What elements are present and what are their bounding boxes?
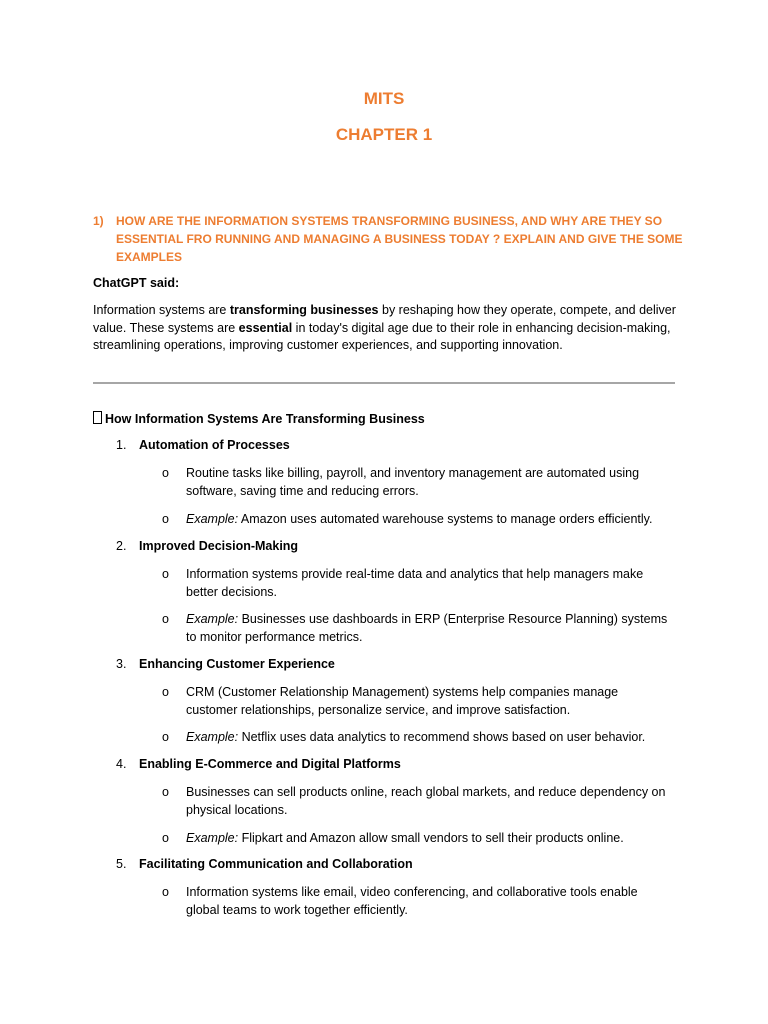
horizontal-divider (93, 382, 675, 384)
sub-bullet-example (162, 611, 672, 646)
question-line-2: ESSENTIAL FRO RUNNING AND MANAGING A BUSINESS TODAY ? EXPLAIN AND GIVE THE SOME (116, 232, 683, 246)
intro-part-3: in today's digital age due to their role in enhancing decision-making, streamlining operations, improving customer experiences, and supporting innovation. (93, 320, 671, 352)
list-item-heading (116, 438, 290, 452)
question-heading (93, 212, 683, 266)
example-label: Example: (186, 612, 239, 626)
intro-bold-2: essential (238, 320, 293, 335)
sub-bullet-text: CRM (Customer Relationship Management) systems help companies manage customer relationships, personalize service, and improve satisfaction. (186, 685, 619, 717)
sub-bullet (162, 784, 672, 819)
list-item-number: 2. (116, 539, 127, 553)
intro-paragraph (93, 302, 678, 355)
list-item-title: Automation of Processes (139, 438, 290, 452)
bullet-marker: o (162, 466, 169, 480)
list-item-number: 5. (116, 857, 127, 871)
sub-bullet-text: Routine tasks like billing, payroll, and inventory management are automated using software, saving time and reducing errors. (186, 466, 640, 498)
chapter-title: CHAPTER 1 (335, 125, 433, 144)
list-item-title: Enabling E-Commerce and Digital Platforms (139, 757, 401, 771)
bullet-marker: o (162, 567, 169, 581)
sub-bullet-text: Businesses can sell products online, reach global markets, and reduce dependency on physical locations. (186, 785, 666, 817)
intro-part-2: by reshaping how they operate, compete, and deliver value. These systems are (93, 303, 676, 335)
bullet-marker: o (162, 512, 169, 526)
section-heading-text: How Information Systems Are Transforming Business (105, 412, 425, 426)
bullet-marker: o (162, 612, 169, 626)
list-item-heading (116, 757, 401, 771)
bullet-marker: o (162, 730, 169, 744)
example-label: Example: (186, 512, 239, 526)
intro-part-1: Information systems are (93, 303, 230, 317)
example-label: Example: (186, 730, 239, 744)
section-heading (93, 411, 425, 426)
missing-glyph-box-icon (93, 411, 102, 424)
list-item-number: 3. (116, 657, 127, 671)
question-number: 1) (93, 214, 104, 228)
bullet-marker: o (162, 885, 169, 899)
example-body: Amazon uses automated warehouse systems to manage orders efficiently. (238, 512, 653, 526)
bullet-marker: o (162, 785, 169, 799)
example-text (186, 729, 672, 747)
list-item-number: 1. (116, 438, 127, 452)
question-line-3: EXAMPLES (116, 250, 183, 264)
example-text (186, 611, 672, 646)
chatgpt-said-label: ChatGPT said: (93, 276, 180, 290)
list-item-title: Facilitating Communication and Collaboration (139, 857, 413, 871)
question-line-1: HOW ARE THE INFORMATION SYSTEMS TRANSFORMING BUSINESS, AND WHY ARE THEY SO (116, 214, 663, 228)
intro-bold-1: transforming businesses (229, 303, 379, 317)
example-text (186, 511, 672, 529)
doc-title: MITS (363, 89, 405, 108)
bullet-marker: o (162, 831, 169, 845)
sub-bullet-example (162, 830, 672, 848)
list-item-number: 4. (116, 757, 127, 771)
sub-bullet (162, 884, 672, 919)
question-text (116, 212, 683, 266)
example-body: Netflix uses data analytics to recommend shows based on user behavior. (238, 730, 646, 744)
sub-bullet-text: Information systems like email, video conferencing, and collaborative tools enable global teams to work together efficiently. (186, 885, 638, 917)
list-item-title: Enhancing Customer Experience (139, 657, 335, 671)
list-item-heading (116, 857, 413, 871)
bullet-marker: o (162, 685, 169, 699)
list-item-title: Improved Decision-Making (139, 539, 299, 553)
example-body: Flipkart and Amazon allow small vendors to sell their products online. (238, 831, 624, 845)
example-label: Example: (186, 831, 239, 845)
list-item-heading (116, 539, 298, 553)
example-body: Businesses use dashboards in ERP (Enterprise Resource Planning) systems to monitor performance metrics. (186, 612, 668, 644)
sub-bullet-text: Information systems provide real-time data and analytics that help managers make better decisions. (186, 567, 644, 599)
example-text (186, 830, 672, 848)
sub-bullet (162, 684, 672, 719)
sub-bullet-example (162, 729, 672, 747)
sub-bullet (162, 465, 672, 500)
list-item-heading (116, 657, 335, 671)
sub-bullet-example (162, 511, 672, 529)
sub-bullet (162, 566, 672, 601)
